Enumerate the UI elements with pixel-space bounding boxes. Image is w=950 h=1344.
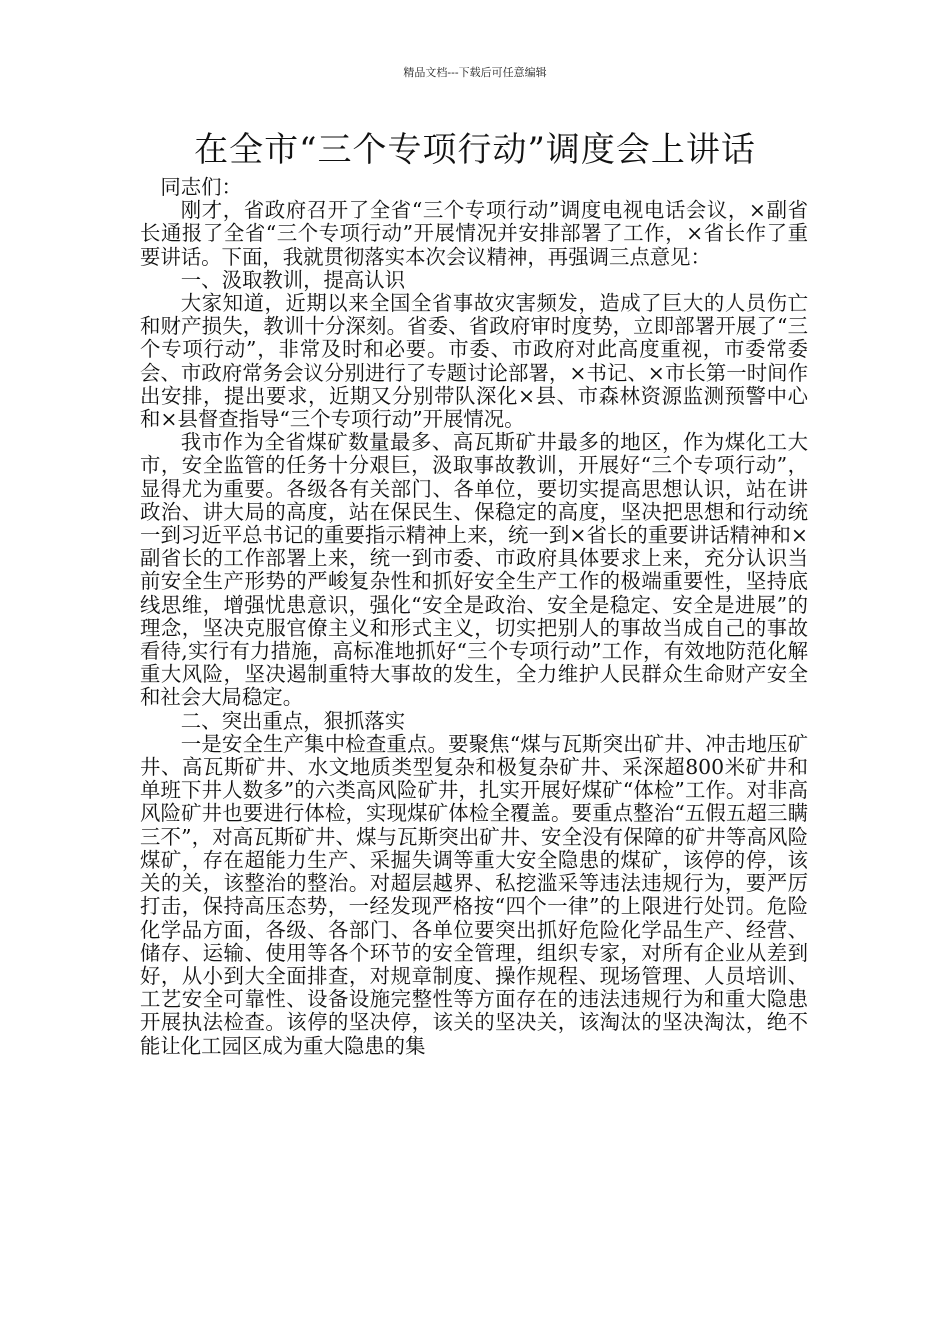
section-heading-2: 二、突出重点，狠抓落实 (180, 708, 406, 733)
paragraph: 大家知道，近期以来全国全省事故灾害频发，造成了巨大的人员伤亡和财产损失，教训十分深刻。省委、省政府审时度势，立即部署开展了“三个专项行动”，非常及时和必要。市委、市政府对此高度重视，市委常委会、市政府常务会议分别进行了专题讨论部署，×书记、×市长第一时间作出安排，提出要求，近期又分别带队深化×县、市森林资源监测预警中心和×县督查指导“三个专项行动”开展情况。 (140, 291, 808, 432)
document-title: 在全市“三个专项行动”调度会上讲话 (194, 130, 756, 170)
document-body (140, 176, 808, 1058)
page-header: 精品文档---下载后可任意编辑 (403, 66, 547, 79)
paragraph: 一是安全生产集中检查重点。要聚焦“煤与瓦斯突出矿井、冲击地压矿井、高瓦斯矿井、水文地质类型复杂和极复杂矿井、采深超800米矿井和单班下井人数多”的六类高风险矿井，扎实开展好煤矿“体检”工作。对非高风险矿井也要进行体检，实现煤矿体检全覆盖。要重点整治“五假五超三瞒三不”，对高瓦斯矿井、煤与瓦斯突出矿井、安全没有保障的矿井等高风险煤矿，存在超能力生产、采掘失调等重大安全隐患的煤矿，该停的停，该关的关，该整治的整治。对超层越界、私挖滥采等违法违规行为，要严厉打击，保持高压态势，一经发现严格按“四个一律”的上限进行处罚。危险化学品方面，各级、各部门、各单位要突出抓好危险化学品生产、经营、储存、运输、使用等各个环节的安全管理，组织专家，对所有企业从差到好，从小到大全面排查，对规章制度、操作规程、现场管理、人员培训、工艺安全可靠性、设备设施完整性等方面存在的违法违规行为和重大隐患开展执法检查。该停的坚决停，该关的坚决关，该淘汰的坚决淘汰，绝不能让化工园区成为重大隐患的集 (140, 731, 808, 1058)
salutation: 同志们： (160, 175, 242, 199)
paragraph-intro: 刚才，省政府召开了全省“三个专项行动”调度电视电话会议，×副省长通报了全省“三个专项行动”开展情况并安排部署了工作，×省长作了重要讲话。下面，我就贯彻落实本次会议精神，再强调三点意见： (140, 198, 808, 269)
paragraph: 我市作为全省煤矿数量最多、高瓦斯矿井最多的地区，作为煤化工大市，安全监管的任务十分艰巨，汲取事故教训，开展好“三个专项行动”，显得尤为重要。各级各有关部门、各单位，要切实提高思想认识，站在讲政治、讲大局的高度，站在保民生、保稳定的高度，坚决把思想和行动统一到习近平总书记的重要指示精神上来，统一到×省长的重要讲话精神和×副省长的工作部署上来，统一到市委、市政府具体要求上来，充分认识当前安全生产形势的严峻复杂性和抓好安全生产工作的极端重要性，坚持底线思维，增强忧患意识，强化“安全是政治、安全是稳定、安全是进展”的理念，坚决克服官僚主义和形式主义，切实把别人的事故当成自己的事故看待,实行有力措施，高标准地抓好“三个专项行动”工作，有效地防范化解重大风险，坚决遏制重特大事故的发生，全力维护人民群众生命财产安全和社会大局稳定。 (140, 430, 808, 710)
section-heading-1: 一、汲取教训，提高认识 (180, 267, 406, 292)
